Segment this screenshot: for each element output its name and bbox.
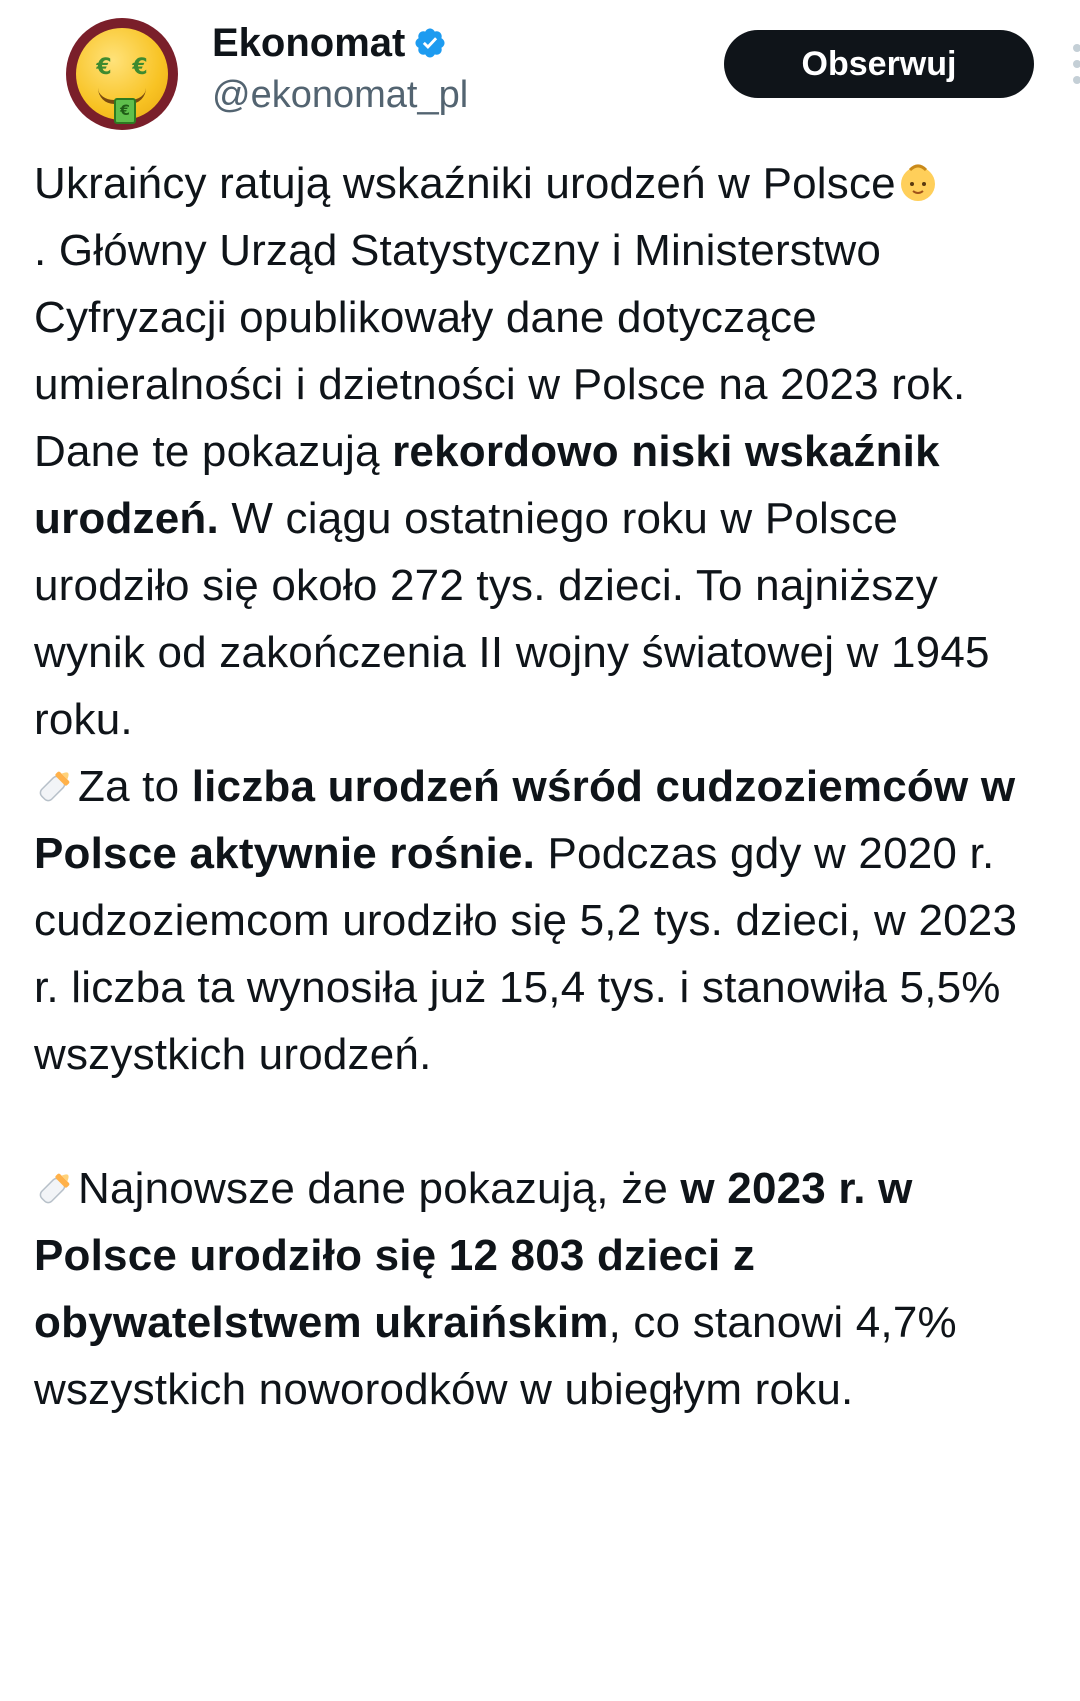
avatar[interactable]	[66, 18, 178, 130]
baby-icon	[896, 160, 940, 204]
ukraine-flag-icon	[960, 162, 1018, 202]
baby-bottle-icon	[34, 763, 78, 807]
author-block	[212, 18, 468, 120]
paragraph-2: Za to liczba urodzeń wśród cudzoziemców w Polsce aktywnie rośnie. Podczas gdy w 2020 r. cudzoziemcom urodziło się 5,2 tys. dzieci, w 2023 r. liczba ta wynosiła już 15,4 tys. i stanowiła 5,5% wszystkich urodzeń.	[34, 762, 1018, 1079]
tweet-text: Ukraińcy ratują wskaźniki urodzeń w Polsce . Główny Urząd Statystyczny i Ministerstwo Cyfryzacji opublikowały dane dotyczące umieralności i dzietności w Polsce na 2023 rok. Dane te pokazują rekordowo niski wskaźnik urodzeń. W ciągu ostatniego roku w Polsce urodziło się około 272 tys. dzieci. To najniższy wynik od zakończenia II wojny światowej w 1945 roku. Za to liczba urodzeń wśród cudzoziemców w Polsce aktywnie rośnie. Podczas gdy w 2020 r. cudzoziemcom urodziło się 5,2 tys. dzieci, w 2023 r. liczba ta wynosiła już 15,4 tys. i stanowiła 5,5% wszystkich urodzeń. Najnowsze dane pokazują, że w 2023 r. w Polsce urodziło się 12 803 dzieci z obywatelstwem ukraińskim, co stanowi 4,7% wszystkich noworodków w ubiegłym roku.	[34, 150, 1034, 1423]
verified-badge-icon	[413, 26, 447, 60]
money-face-icon: € € €	[76, 28, 168, 120]
tweet-header	[34, 0, 1030, 140]
paragraph-1: Ukraińcy ratują wskaźniki urodzeń w Polsce	[34, 150, 1034, 217]
baby-bottle-icon	[34, 1165, 78, 1209]
display-name[interactable]: Ekonomat	[212, 21, 406, 65]
follow-button[interactable]: Obserwuj	[724, 30, 1034, 98]
more-vertical-icon[interactable]	[1072, 44, 1080, 84]
paragraph-3: Najnowsze dane pokazują, że w 2023 r. w Polsce urodziło się 12 803 dzieci z obywatelstwem ukraińskim, co stanowi 4,7% wszystkich noworodków w ubiegłym roku.	[34, 1164, 957, 1414]
handle[interactable]: @ekonomat_pl	[212, 74, 469, 116]
